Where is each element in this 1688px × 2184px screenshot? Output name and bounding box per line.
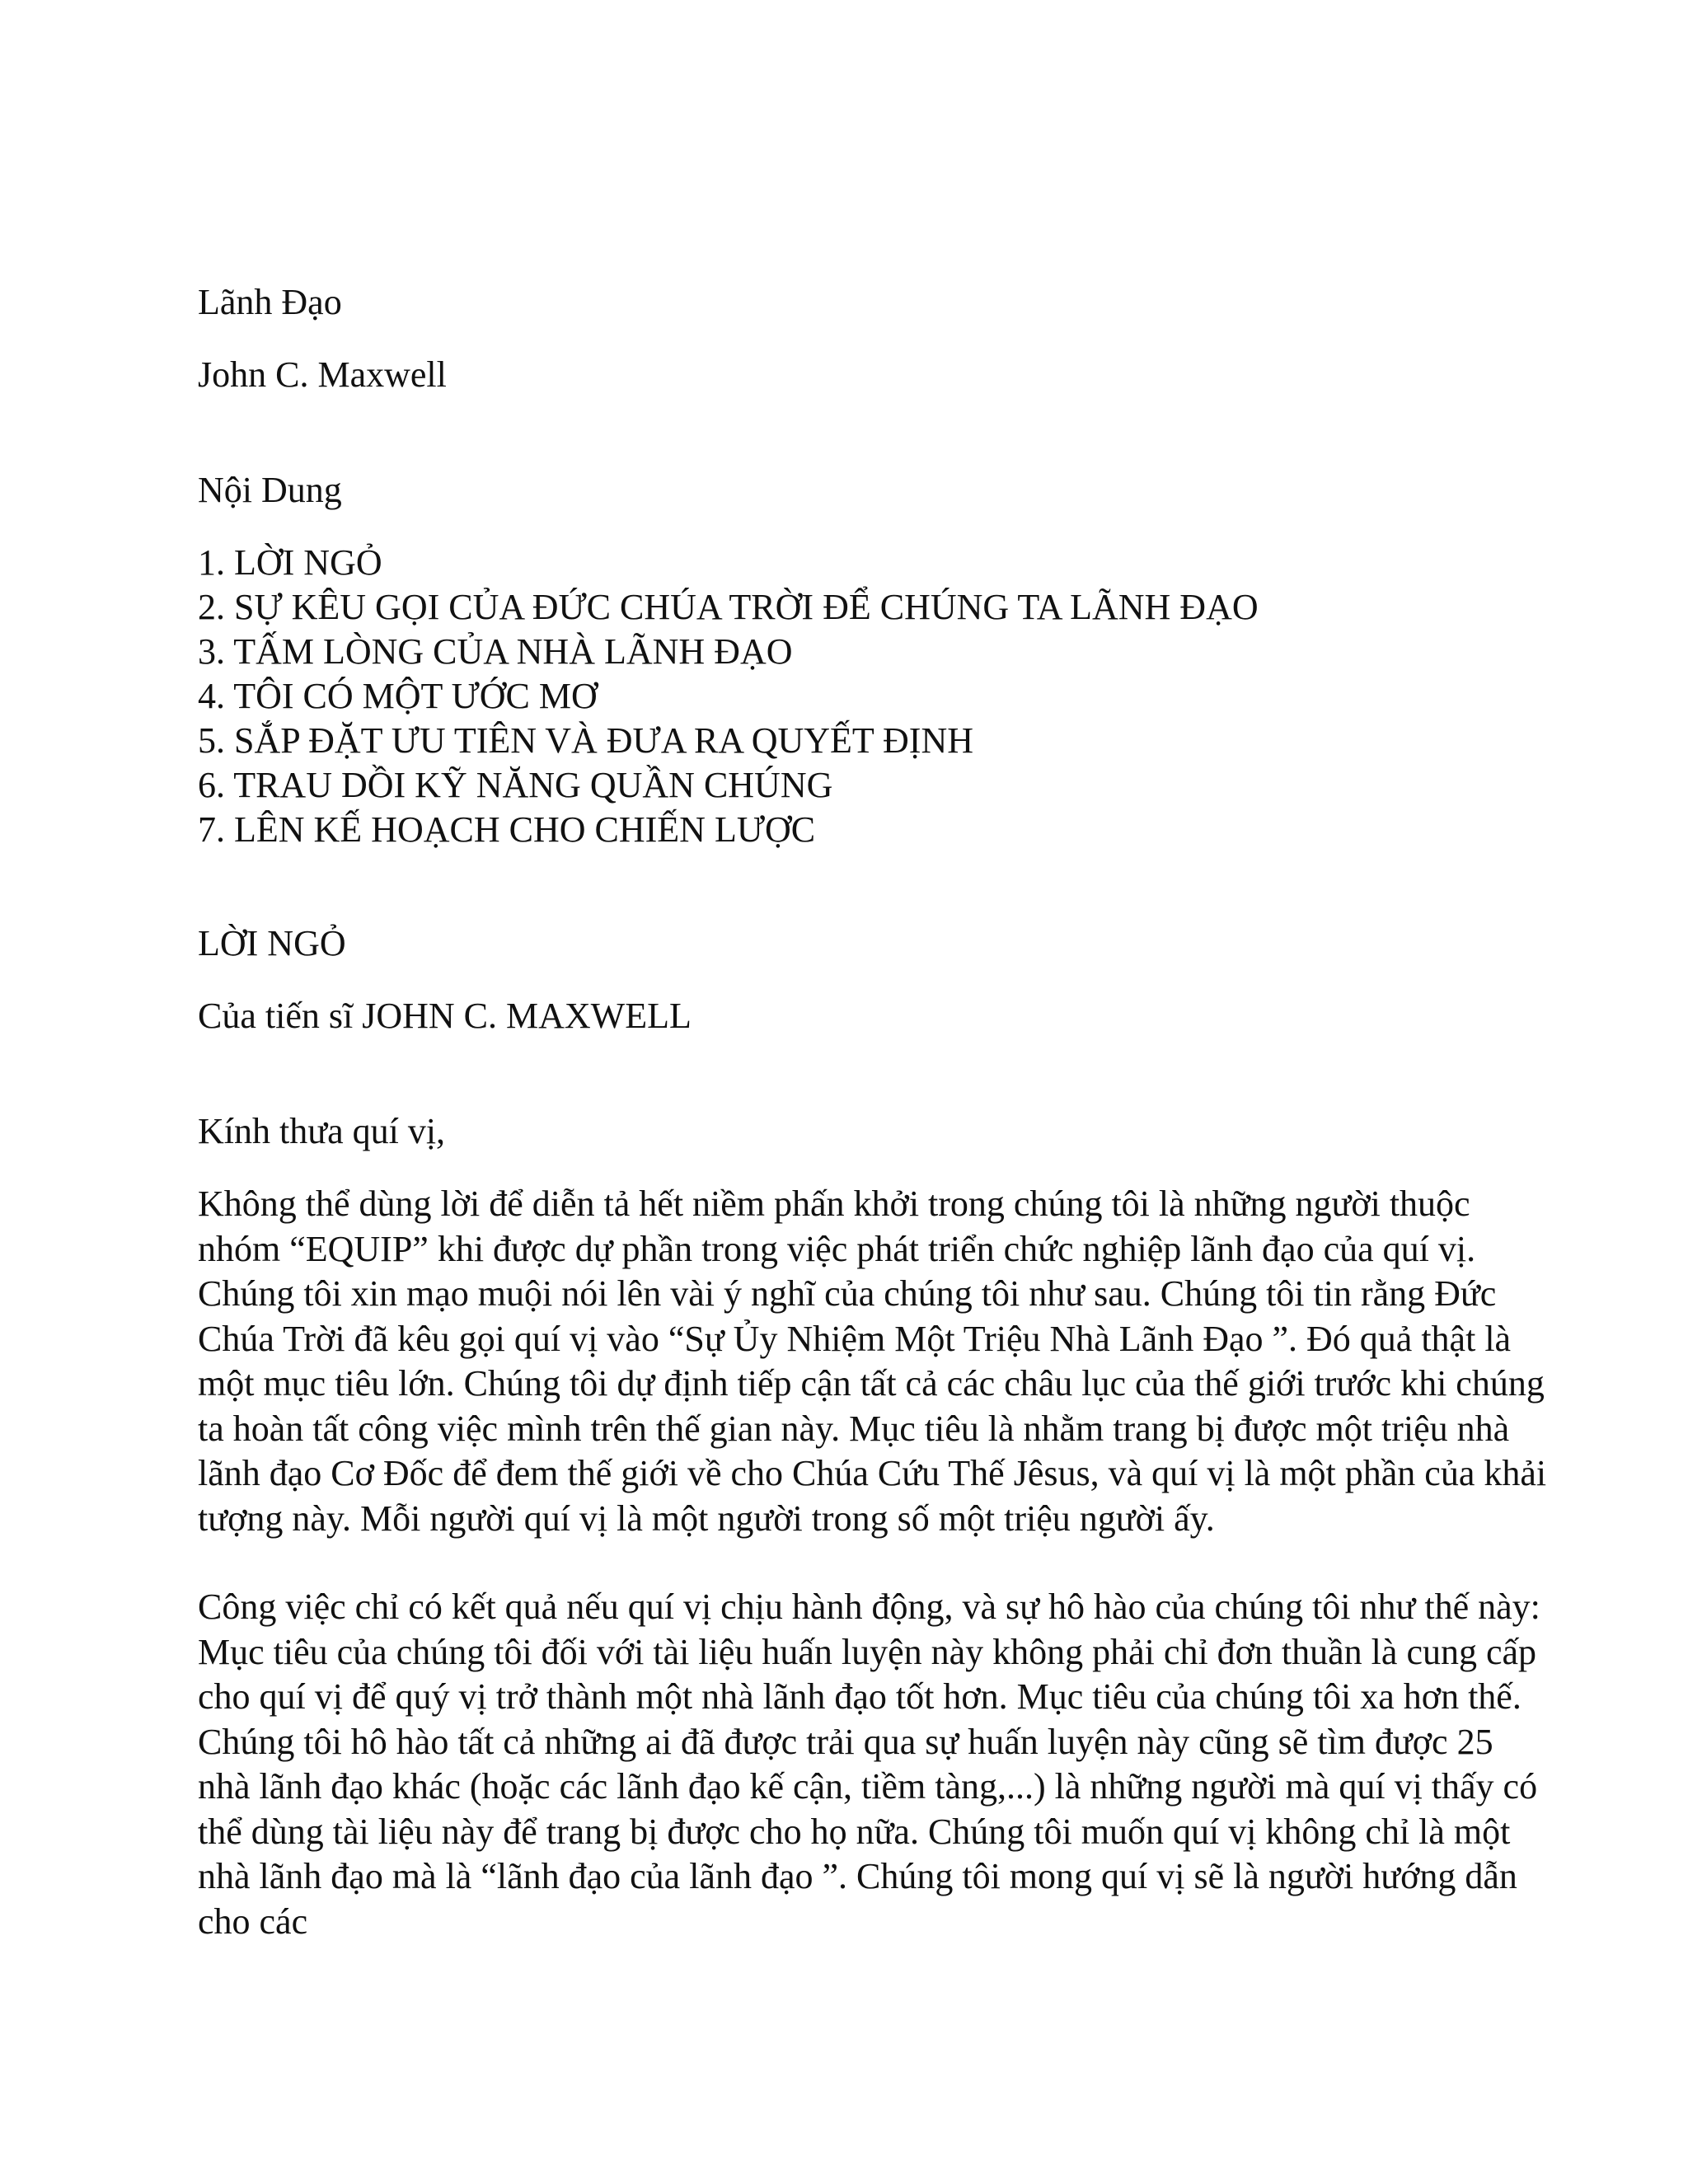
toc-item: 4. TÔI CÓ MỘT ƯỚC MƠ — [198, 676, 598, 716]
toc-item: 6. TRAU DỒI KỸ NĂNG QUẦN CHÚNG — [198, 765, 833, 805]
section-heading: LỜI NGỎ — [198, 923, 346, 963]
section-byline: Của tiến sĩ JOHN C. MAXWELL — [198, 996, 692, 1036]
toc-item: 7. LÊN KẾ HOẠCH CHO CHIẾN LƯỢC — [198, 809, 816, 850]
toc-item: 3. TẤM LÒNG CỦA NHÀ LÃNH ĐẠO — [198, 631, 793, 672]
toc-item: 2. SỰ KÊU GỌI CỦA ĐỨC CHÚA TRỜI ĐỂ CHÚNG TA LÃNH ĐẠO — [198, 587, 1259, 627]
body-paragraph: Công việc chỉ có kết quả nếu quí vị chịu hành động, và sự hô hào của chúng tôi như thế này: Mục tiêu của chúng tôi đối với tài liệu huấn luyện này không phải chỉ đơn thuần là cung cấp cho quí vị để quý vị trở thành một nhà lãnh đạo tốt hơn. Mục tiêu của chúng tôi xa hơn thế. Chúng tôi hô hào tất cả những ai đã được trải qua sự huấn luyện này cũng sẽ tìm được 25 nhà lãnh đạo khác (hoặc các lãnh đạo kế cận, tiềm tàng,...) là những người mà quí vị thấy có thể dùng tài liệu này để trang bị được cho họ nữa. Chúng tôi muốn quí vị không chỉ là một nhà lãnh đạo mà là “lãnh đạo của lãnh đạo ”. Chúng tôi mong quí vị sẽ là người hướng dẫn cho các — [198, 1586, 1540, 1942]
document-title: Lãnh Đạo — [198, 282, 342, 322]
toc-heading: Nội Dung — [198, 470, 342, 510]
body-paragraph: Không thể dùng lời để diễn tả hết niềm phấn khởi trong chúng tôi là những người thuộc nhóm “EQUIP” khi được dự phần trong việc phát triển chức nghiệp lãnh đạo của quí vị. Chúng tôi xin mạo muội nói lên vài ý nghĩ của chúng tôi như sau. Chúng tôi tin rằng Đức Chúa Trời đã kêu gọi quí vị vào “Sự Ủy Nhiệm Một Triệu Nhà Lãnh Đạo ”. Đó quả thật là một mục tiêu lớn. Chúng tôi dự định tiếp cận tất cả các châu lục của thế giới trước khi chúng ta hoàn tất công việc mình trên thế gian này. Mục tiêu là nhằm trang bị được một triệu nhà lãnh đạo Cơ Đốc để đem thế giới về cho Chúa Cứu Thế Jêsus, và quí vị là một phần của khải tượng này. Mỗi người quí vị là một người trong số một triệu người ấy. — [198, 1183, 1547, 1539]
toc-item: 1. LỜI NGỎ — [198, 542, 382, 583]
document-author: John C. Maxwell — [198, 354, 447, 395]
salutation: Kính thưa quí vị, — [198, 1111, 446, 1151]
toc-item: 5. SẮP ĐẶT ƯU TIÊN VÀ ĐƯA RA QUYẾT ĐỊNH — [198, 720, 973, 761]
